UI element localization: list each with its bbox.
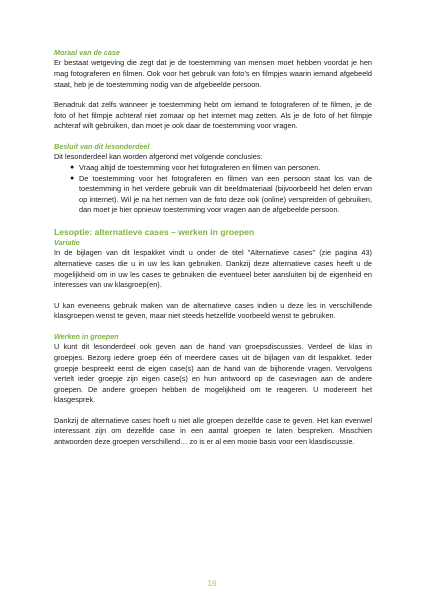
- heading-werken-in-groepen: Werken in groepen: [54, 331, 119, 341]
- list-item: [54, 163, 372, 174]
- page-content: [54, 48, 372, 448]
- paragraph-besluit-intro: Dit lesonderdeel kan worden afgerond met volgende conclusies:: [54, 152, 263, 162]
- heading-besluit: Besluit van dit lesonderdeel: [54, 141, 150, 151]
- list-item-text: De toestemming voor het fotograferen en filmen van een persoon staat los van de toestemming in het verdere gebruik van dit beeldmateriaal (bijvoorbeeld het delen ervan op internet). Wil je na het nemen van de foto deze ook (online) verspreiden of gebruiken, dan moet je hier opnieuw toestemming voor vragen aan de afgebeelde persoon.: [79, 173, 372, 215]
- bullet-icon: ●: [70, 163, 75, 171]
- paragraph-variatie-klasgroepen: U kan eveneens gebruik maken van de alternatieve cases indien u deze les in verschillende klasgroepen wenst te geven, maar niet steeds hetzelfde voorbeeld wenst te gebruiken.: [54, 300, 372, 321]
- paragraph-variatie-bijlagen: In de bijlagen van dit lespakket vindt u onder de titel "Alternatieve cases" (zie pagina 43) alternatieve cases die u in uw les kan gebruiken. Dankzij deze alternatieve cases heeft u de mogelijkheid om in uw les cases te gebruiken die eventueel beter aansluiten bij de eigenheid en interesses van uw klasgroep(en).: [54, 248, 372, 290]
- bullet-icon: ●: [70, 174, 75, 182]
- heading-moraal: Moraal van de case: [54, 48, 120, 57]
- paragraph-dankzij: Dankzij de alternatieve cases hoeft u niet alle groepen dezelfde case te geven. Het kan evenwel interessant zijn om dezelfde case in een aantal groepen te laten bespreken. Misschien antwoorden deze groepen verschillend… zo is er al een mooie basis voor een klasdiscussie.: [54, 415, 372, 447]
- conclusion-list: [54, 163, 372, 216]
- paragraph-groepsdiscussies: U kunt dit lesonderdeel ook geven aan de hand van groepsdiscussies. Verdeel de klas in groepjes. Bezorg iedere groep één of meerdere cases uit de bijlagen van dit lespakket. Ieder groepje bespreekt eerst de eigen case(s) aan de hand van de bijhorende vragen. Vervolgens vertelt ieder groepje zijn eigen case(s) en hun antwoord op de casevragen aan de andere groepen. De andere groepen hebben de mogelijkheid om te reageren. U modereert het klasgesprek.: [54, 342, 372, 405]
- heading-variatie: Variatie: [54, 237, 80, 247]
- paragraph-benadruk: Benadruk dat zelfs wanneer je toestemming hebt om iemand te fotograferen of te filmen, je de foto of het filmpje achteraf niet zomaar op het internet mag zetten. Als je de foto of het filmpje achteraf wilt gebruiken, dan moet je ook daar de toestemming voor vragen.: [54, 100, 372, 131]
- list-item: [54, 174, 372, 216]
- page-number: 16: [207, 579, 217, 588]
- list-item-text: Vraag altijd de toestemming voor het fotograferen en filmen van personen.: [79, 162, 321, 172]
- paragraph-wetgeving: Er bestaat wetgeving die zegt dat je de toestemming van mensen moet hebben voordat je hen mag fotograferen en filmen. Ook voor het gebruik van foto’s en filmpjes waarin iemand afgebeeld staat, heb je de toestemming nodig van de afgebeelde persoon.: [54, 58, 372, 89]
- heading-lesoptie: Lesoptie: alternatieve cases – werken in groepen: [54, 226, 255, 237]
